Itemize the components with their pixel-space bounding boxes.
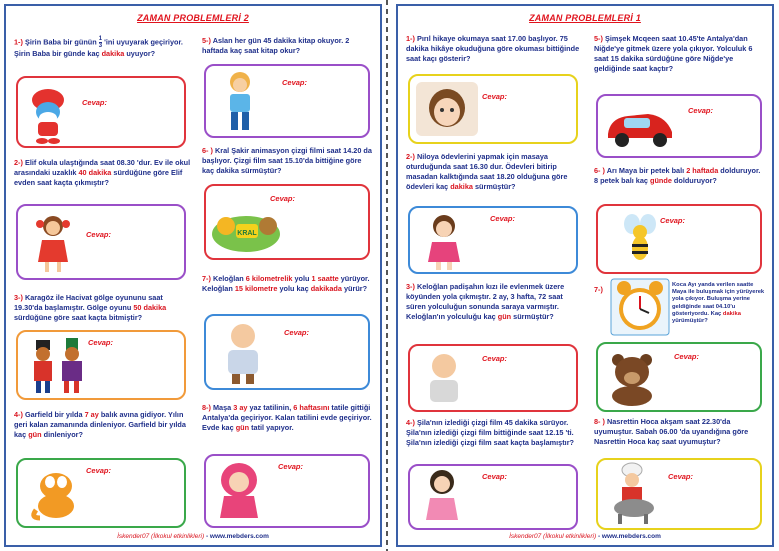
question-1: 1-) Pırıl hikaye okumaya saat 17.00 başlıyor. 75 dakika hikâye okuduğuna göre okuması bittiğinde saat kaçı gösterir? bbox=[406, 34, 580, 63]
answer-label: Cevap: bbox=[674, 352, 700, 361]
answer-label: Cevap: bbox=[278, 462, 304, 471]
fraction: $\frac{1}{3}$ bbox=[98, 36, 103, 49]
question-5: 5-) Şimşek Mcqeen saat 10.45'te Antalya'dan Niğde'ye gitmek üzere yola çıkıyor. Yolculuk 6 saat 15 dakika sürdüğüne göre Niğde'ye geldiğinde saat kaçtır? bbox=[594, 34, 753, 73]
svg-text:KRAL: KRAL bbox=[237, 230, 257, 237]
nasreddin-hoca-illustration bbox=[608, 462, 658, 526]
question-7: 7-) Keloğlan 6 kilometrelik yolu 1 saatte yürüyor. Keloğlan 15 kilometre yolu kaç dakikada yürür? bbox=[202, 274, 370, 293]
sila-illustration bbox=[422, 468, 462, 528]
piril-illustration bbox=[416, 82, 478, 136]
keloglan-illustration bbox=[420, 350, 468, 408]
page-title: ZAMAN PROBLEMLERİ 2 bbox=[137, 13, 249, 23]
footer: İskender07 (İlkokul etkinlikleri) - www.mebders.com bbox=[509, 533, 661, 540]
worksheet-page-2 bbox=[4, 4, 382, 547]
question-7: Koca Ayı yanda verilen saatte Maya ile buluşmak için yürüyerek yola çıkıyor. Buluşma yerine geldiğinde saat 04.10'u gösteriyordu. Kaç dakika yürümüştür? bbox=[672, 282, 765, 325]
answer-label: Cevap: bbox=[284, 328, 310, 337]
question-6: 6- ) Arı Maya bir petek balı 2 haftada dolduruyor. 8 petek balı kaç günde dolduruyor? bbox=[594, 166, 761, 185]
alarm-clock-illustration bbox=[610, 278, 670, 336]
kral-sakir-illustration bbox=[210, 206, 282, 254]
question-5: 5-) Aslan her gün 45 dakika kitap okuyor. 2 haftada kaç saat kitap okur? bbox=[202, 36, 350, 55]
garfield-illustration bbox=[28, 466, 84, 522]
answer-label: Cevap: bbox=[482, 92, 508, 101]
answer-label: Cevap: bbox=[86, 466, 112, 475]
question-7-number: 7-) bbox=[594, 285, 603, 294]
answer-label: Cevap: bbox=[282, 78, 308, 87]
answer-label: Cevap: bbox=[270, 194, 296, 203]
masha-illustration bbox=[216, 460, 262, 524]
answer-label: Cevap: bbox=[482, 472, 508, 481]
page-divider bbox=[386, 0, 388, 551]
answer-label: Cevap: bbox=[482, 354, 508, 363]
question-2: 2-) Niloya ödevlerini yapmak için masaya oturduğunda saat 16.30 dur. Ödevleri bitirip masadan kalktığında saat 18.20 olduğuna göre ödevleri kaç dakika sürmüştür? bbox=[406, 152, 568, 191]
worksheet-page-1 bbox=[396, 4, 774, 547]
question-4: 4-) Şila'nın izlediği çizgi film 45 dakika sürüyor. Şila'nın izlediği çizgi film bittiğinde saat 12.15 'ti. Şila'nın izlediği çizgi film saat kaçta başlamıştır? bbox=[406, 418, 574, 447]
answer-label: Cevap: bbox=[688, 106, 714, 115]
bee-maya-illustration bbox=[620, 210, 660, 270]
footer: İskender07 (İlkokul etkinlikleri) - www.mebders.com bbox=[117, 533, 269, 540]
answer-label: Cevap: bbox=[490, 214, 516, 223]
question-8: 8-) Maşa 3 ay yaz tatilinin, 6 haftasını tatile gittiği Antalya'da geçiriyor. Kalan tatilini evde geçiriyor. Evde kaç gün tatil yapıyor. bbox=[202, 403, 372, 432]
mcqueen-car-illustration bbox=[604, 104, 676, 148]
answer-label: Cevap: bbox=[88, 338, 114, 347]
question-2: 2-) Elif okula ulaştığında saat 08.30 'dur. Ev ile okul arasındaki uzaklık 40 dakika sürdüğüne göre Elif evden saat kaçta çıkmıştır? bbox=[14, 158, 191, 187]
niloya-illustration bbox=[422, 212, 466, 272]
answer-label: Cevap: bbox=[82, 98, 108, 107]
question-3: 3-) Karagöz ile Hacivat gölge oyununu saat 19.30'da başlamıştır. Gölge oyunu 50 dakika sürdüğüne göre saat kaçta bitmiştir? bbox=[14, 293, 167, 322]
question-3: 3-) Keloğlan padişahın kızı ile evlenmek üzere köyünden yola çıkmıştır. 2 ay, 3 hafta, 72 saat süren yolculuğun sonunda saraya varmıştır. Keloğlan'ın yolculuğu kaç gün sürmüştür? bbox=[406, 282, 565, 321]
question-4: 4-) Garfield bir yılda 7 ay balık avına gidiyor. Yılın geri kalan zamanında dinleniyor. Garfield bir yılda kaç gün dinleniyor? bbox=[14, 410, 186, 439]
karagoz-hacivat-illustration bbox=[26, 336, 96, 396]
answer-label: Cevap: bbox=[660, 216, 686, 225]
bear-illustration bbox=[604, 350, 660, 406]
page-title: ZAMAN PROBLEMLERİ 1 bbox=[529, 13, 641, 23]
answer-label: Cevap: bbox=[668, 472, 694, 481]
answer-label: Cevap: bbox=[86, 230, 112, 239]
elif-illustration bbox=[30, 212, 76, 276]
keloglan-illustration bbox=[218, 320, 268, 386]
aslan-boy-illustration bbox=[220, 70, 260, 134]
smurf-illustration bbox=[24, 86, 76, 146]
question-8: 8- ) Nasrettin Hoca akşam saat 22.30'da uyumuştur. Sabah 06.00 'da uyandığına göre Nasrettin Hoca kaç saat uyumuştur? bbox=[594, 417, 749, 446]
question-1: 1-) Şirin Baba bir günün $\frac{1}{3}$ 'ini uyuyarak geçiriyor. Şirin Baba bir günde kaç dakika uyuyor? bbox=[14, 36, 183, 58]
question-6: 6- ) Kral Şakir animasyon çizgi filmi saat 14.20 da başlıyor. Çizgi film saat 15.10'da bittiğine göre kaç dakika sürmüştür? bbox=[202, 146, 372, 175]
